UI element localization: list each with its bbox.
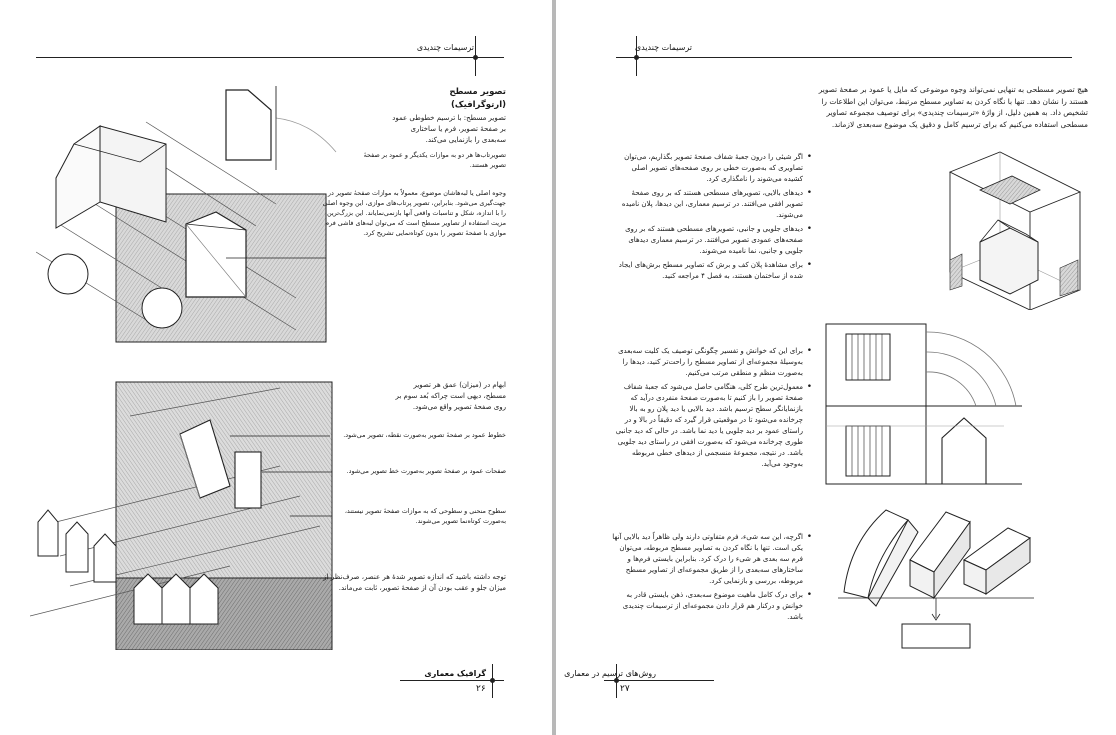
bullet-item: • اگر شیئی را درون جعبهٔ شفاف صفحهٔ تصویر بگذاریم، می‌توان تصاویری که به‌صورت خطی بر روی صفحه‌های تصویر اصلی کشیده می‌شوند را نامگذاری کرد.: [612, 152, 812, 185]
header-rule: [616, 57, 1072, 58]
callout-lines-point: خطوط عمود بر صفحهٔ تصویر به‌صورت نقطه، تصویر می‌شود.: [343, 431, 506, 439]
three-objects-illustration: [836, 502, 1036, 652]
running-head: ترسیمات چندیدی: [634, 43, 692, 52]
callout-curved-surfaces: سطوح منحنی و سطوحی که به موازات صفحهٔ تصویر نیستند، به‌صورت کوتاه‌نما تصویر می‌شوند.: [344, 507, 506, 525]
bullets-glass-box: [612, 152, 812, 285]
footer-dot: [614, 678, 619, 683]
middle-text: ابهام در (میزان) عمق هر تصویر مسطح، دیهی است چراکه بُعد سوم بر روی صفحهٔ تصویر واقع می‌شود.: [395, 381, 506, 411]
section-intro: تصویر مسطح: با ترسیم خطوطی عمود بر صفحهٔ تصویر، فرم یا ساختاری سه‌بعدی را بازنمایی می‌کند.: [392, 114, 506, 144]
footer-title: گرافیک معماری: [424, 669, 486, 678]
bullets-layout: [612, 346, 812, 473]
bullet-item: • معمول‌ترین طرح کلی، هنگامی حاصل می‌شود که جعبهٔ شفاف صفحهٔ تصویر را باز کنیم تا به‌صورت صفحهٔ منفردی درآید که بازنمایانگر سطح ترسیم باشد. دید بالایی یا دید پلان رو به بالا چرخانده می‌شود تا در موقعیتی قرار گیرد که دقیقاً در بالا و در راستای عمود بر دید جلویی یا دید نما باشد. در حالی که دید جانبی طوری چرخانده می‌شود که به‌صورت افقی در راستای دید جلویی باشد. در نتیجه، مجموعهٔ منسجمی از دیدهای خطی مربوطه به‌وجود می‌آید.: [612, 382, 812, 470]
intro-text: هیچ تصویر مسطحی به تنهایی نمی‌تواند وجوه موضوعی که مایل یا عمود بر صفحهٔ تصویر هستند را نشان دهد. تنها با نگاه کردن به تصاویر مسطح مرتبط، می‌توان این اطلاعات را تشخیص داد. به همین دلیل، از واژهٔ «ترسیمات چندیدی» برای توصیف مجموعه تصاویر مسطحی استفاده می‌کنیم که برای ترسیم کامل و دقیق یک موضوع سه‌بعدی لازماند.: [818, 85, 1088, 129]
bullets-three-objects: [612, 532, 812, 626]
bullet-item: • برای درک کامل ماهیت موضوع سه‌بعدی، ذهن بایستی قادر به خوانش و درکنار هم قرار دادن مجموعه‌ای از ترسیمات چندیدی باشد.: [612, 590, 812, 623]
footer-rule: [604, 680, 714, 681]
bullet-item: • دیدهای بالایی، تصویرهای مسطحی هستند که بر روی صفحهٔ تصویر افقی می‌افتند. در ترسیم معماری، این دیدها، پلان نامیده می‌شوند.: [612, 188, 812, 221]
callout-projectors: تصویرتاب‌ها هر دو به موازات یکدیگر و عمود بر صفحهٔ تصویر هستند.: [363, 151, 506, 169]
right-page: [556, 0, 1116, 735]
page-number: ۲۶: [476, 684, 486, 694]
orthographic-depth-illustration: [30, 376, 350, 650]
footer-dot: [490, 678, 495, 683]
multiview-layout-illustration: [824, 322, 1024, 490]
left-page: [0, 0, 552, 735]
footer-rule: [400, 680, 504, 681]
section-text-top: [392, 86, 506, 146]
bullet-item: • برای مشاهدهٔ پلان کف و برش که تصاویر مسطح برش‌های ایجاد شده از ساختمان هستند، به فصل ۴ مراجعه کنید.: [612, 260, 812, 282]
bullet-item: • دیدهای جلویی و جانبی، تصویرهای مسطحی هستند که بر روی صفحه‌های عمودی تصویر می‌افتند. در ترسیم معماری دیدهای جلویی و جانبی، نما نامیده می‌شوند.: [612, 224, 812, 257]
bottom-note: توجه داشته باشید که اندازه تصویر شدهٔ هر عنصر، صرف‌نظر از میزان جلو و عقب بودن آن از صفحهٔ تصویر، ثابت می‌ماند.: [323, 573, 506, 592]
bullet-item: • برای این که خوانش و تفسیر چگونگی توصیف یک کلیت سه‌بعدی به‌وسیلهٔ مجموعه‌ای از تصاویر مسطح را راحت‌تر کنید، دیدها را به‌صورت منظم و منطقی مرتب می‌کنیم.: [612, 346, 812, 379]
running-head: ترسیمات چندیدی: [416, 43, 474, 52]
section-title: تصویر مسطح (ارتوگرافیک): [449, 87, 506, 110]
page-number: ۲۷: [620, 684, 630, 694]
glass-box-illustration: [940, 150, 1090, 310]
footer-title: روش‌های ترسیم در معماری: [564, 669, 656, 678]
callout-planes-line: صفحات عمود بر صفحهٔ تصویر به‌صورت خط تصویر می‌شود.: [346, 467, 506, 475]
header-dot: [473, 55, 478, 60]
header-rule: [36, 57, 504, 58]
bullet-item: • اگرچه، این سه شیء، فرم متفاوتی دارند ولی ظاهراً دید بالایی آنها یکی است. تنها با نگاه کردن به تصاویر مسطح مربوطه، می‌توان فرم سه بعدی هر شیء را درک کرد. بنابراین بایستی فرم‌ها و ساختارهای سه‌بعدی را از طریق مجموعه‌ای از تصاویر مسطح مربوطه، بررسی و بازنمایی کرد.: [612, 532, 812, 587]
header-dot: [634, 55, 639, 60]
callout-faces: وجوه اصلی یا لبه‌هاشان موضوع، معمولاً به موازات صفحهٔ تصویر در جهت‌گیری می‌شود. بنابراین، تصویر پرتاب‌های موازی، این وجوه اصلی را با اندازه، شکل و تناسبات واقعی آنها بازنمی‌نمایاند. این بزرگ‌ترین مزیت استفاده از تصاویر مسطح است که می‌توان لبه‌های فاشی فرم موازی با صفحهٔ تصویر را بدون کوتاه‌نمایی تشریح کرد.: [322, 189, 506, 237]
